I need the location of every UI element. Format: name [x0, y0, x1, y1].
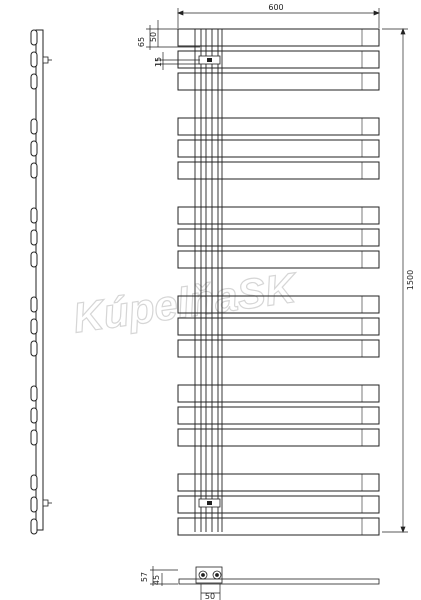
watermark-text: KúpelňaSK — [70, 263, 299, 342]
side-bar-profile — [31, 297, 37, 312]
width-label: 600 — [268, 3, 284, 12]
side-bar-profile — [31, 230, 37, 245]
side-bar-profile — [31, 519, 37, 534]
pipe-spacing-label: 50 — [204, 592, 216, 600]
front-bar — [178, 407, 379, 424]
side-bar-profile — [31, 163, 37, 178]
side-bar-profile — [31, 319, 37, 334]
side-bar-profile — [31, 386, 37, 401]
front-bar — [178, 207, 379, 224]
front-bar — [178, 429, 379, 446]
plan-view — [179, 567, 379, 584]
front-bar — [178, 140, 379, 157]
side-bar-profile — [31, 74, 37, 89]
front-bar — [178, 118, 379, 135]
side-collector — [36, 30, 43, 530]
side-bar-profile — [31, 119, 37, 134]
depth-inner-label: 45 — [152, 574, 161, 586]
front-bar — [178, 73, 379, 90]
side-bar-profile — [31, 430, 37, 445]
plan-valve-left-core — [202, 574, 205, 577]
side-bar-profile — [31, 208, 37, 223]
front-bracket-screw — [207, 58, 212, 62]
top-bar-label: 50 — [149, 31, 158, 43]
height-label: 1500 — [406, 269, 415, 291]
front-bar — [178, 340, 379, 357]
bracket-offset-label: 15 — [154, 56, 163, 68]
front-bar — [178, 229, 379, 246]
side-bar-profile — [31, 341, 37, 356]
side-bar-profile — [31, 497, 37, 512]
front-bar — [178, 29, 379, 46]
side-bar-profile — [31, 52, 37, 67]
depth-total-label: 57 — [140, 571, 149, 583]
side-bar-profile — [31, 30, 37, 45]
side-view — [31, 30, 52, 534]
front-bar — [178, 518, 379, 535]
front-bar — [178, 385, 379, 402]
side-bracket — [43, 500, 48, 506]
side-bar-profile — [31, 252, 37, 267]
side-bar-profile — [31, 408, 37, 423]
front-bracket-screw — [207, 501, 212, 505]
plan-valve-right-core — [216, 574, 219, 577]
top-offset-label: 65 — [137, 36, 146, 48]
front-bar — [178, 474, 379, 491]
front-bar — [178, 162, 379, 179]
side-bar-profile — [31, 475, 37, 490]
side-bracket — [43, 57, 48, 63]
side-bar-profile — [31, 141, 37, 156]
